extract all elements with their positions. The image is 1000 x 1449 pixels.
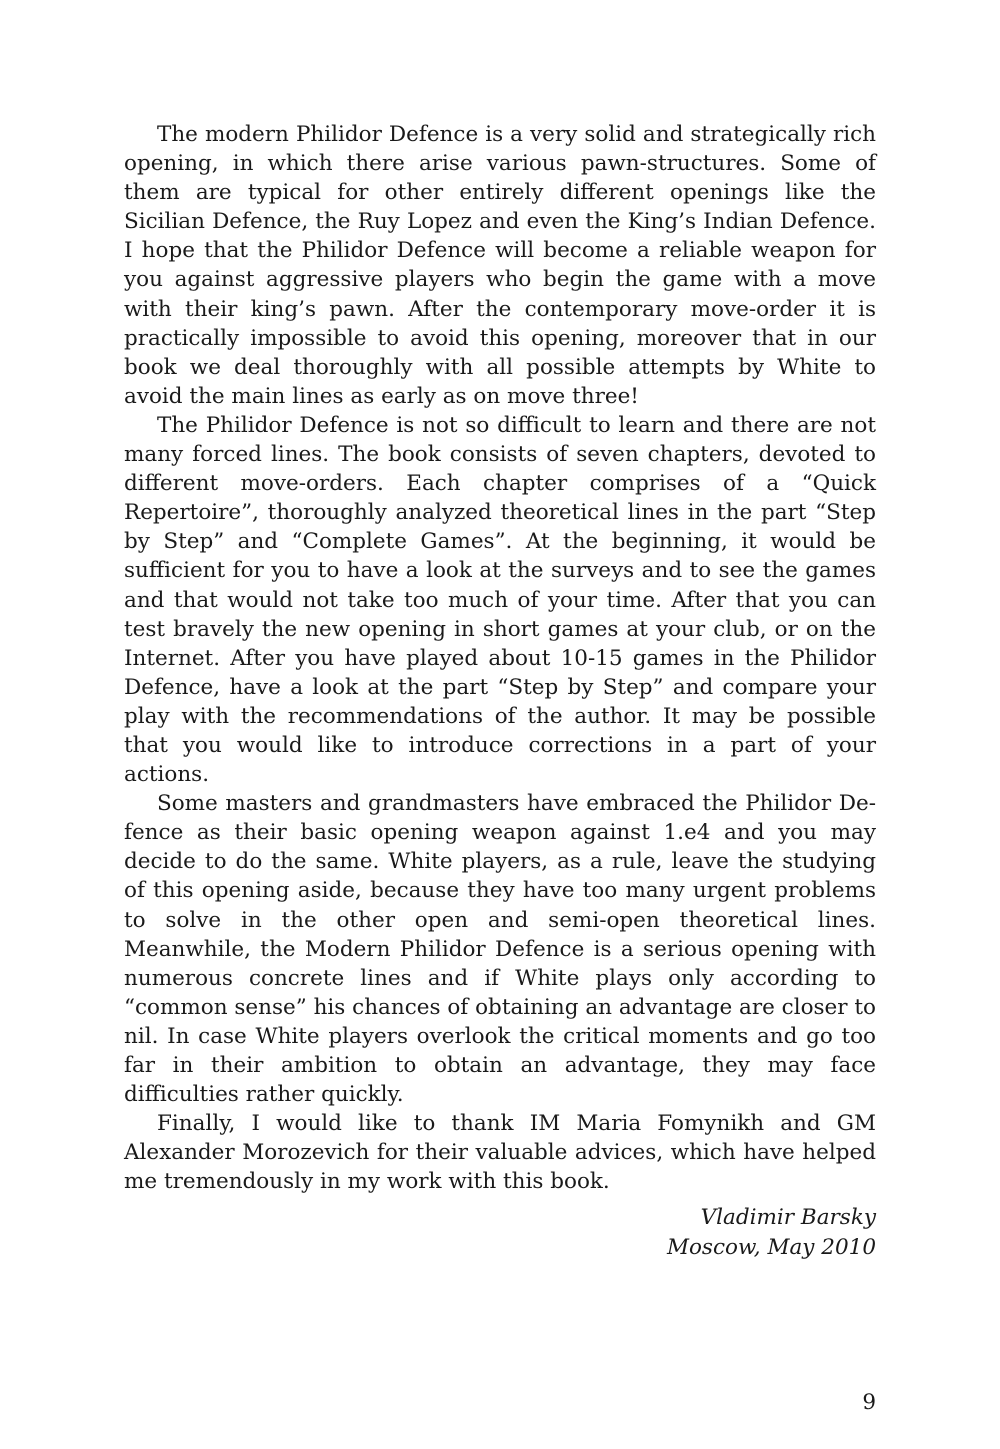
author-name: Vladimir Barsky (700, 1205, 876, 1230)
paragraph-masters: Some masters and grandmasters have embraced the Philidor Defence as their basic opening weapon against 1.e4 and you may decide to do the same. White players, as a rule, leave the studying of this opening aside, because they have too many urgent problems to solve in the other open and semi-open theoretical lines. Meanwhile, the Modern Philidor Defence is a serious opening with numerous concrete lines and if White plays only according to “common sense” his chances of obtaining an advantage are closer to nil. In case White players overlook the critical moments and go too far in their ambition to obtain an advantage, they may face difficulties rather quickly. (124, 791, 876, 1108)
paragraph-structure: The Philidor Defence is not so difficult to learn and there are not many forced lines. The book consists of seven chapters, devoted to different move-orders. Each chapter comprises of a “Quick Repertoire”, thoroughly analyzed theoretical lines in the part “Step by Step” and “Complete Games”. At the beginning, it would be sufficient for you to have a look at the surveys and to see the games and that would not take too much of your time. After that you can test bravely the new opening in short games at your club, or on the Internet. After you have played about 10-15 games in the Philidor Defence, have a look at the part “Step by Step” and compare your play with the recommendations of the author. It may be possible that you would like to introduce corrections in a part of your actions. (124, 412, 876, 788)
book-page-body (124, 120, 876, 1196)
place-and-date: Moscow, May 2010 (666, 1235, 876, 1260)
paragraph-intro: The modern Philidor Defence is a very solid and strategically rich opening, in which there arise various pawn-structures. Some of them are typical for other entirely different openings like the Sicilian Defence, the Ruy Lopez and even the King’s Indian Defence. I hope that the Philidor Defence will become a reliable weapon for you against aggressive players who begin the game with a move with their king’s pawn. After the contemporary move-order it is practically impossible to avoid this opening, moreover that in our book we deal thoroughly with all possible attempts by White to avoid the main lines as early as on move three! (124, 122, 876, 409)
author-signature (376, 1203, 876, 1263)
paragraph-thanks: Finally, I would like to thank IM Maria Fomynikh and GM Alexander Morozevich for their valuable advices, which have helped me tremendously in my work with this book. (124, 1111, 876, 1195)
page-number: 9 (862, 1390, 876, 1415)
